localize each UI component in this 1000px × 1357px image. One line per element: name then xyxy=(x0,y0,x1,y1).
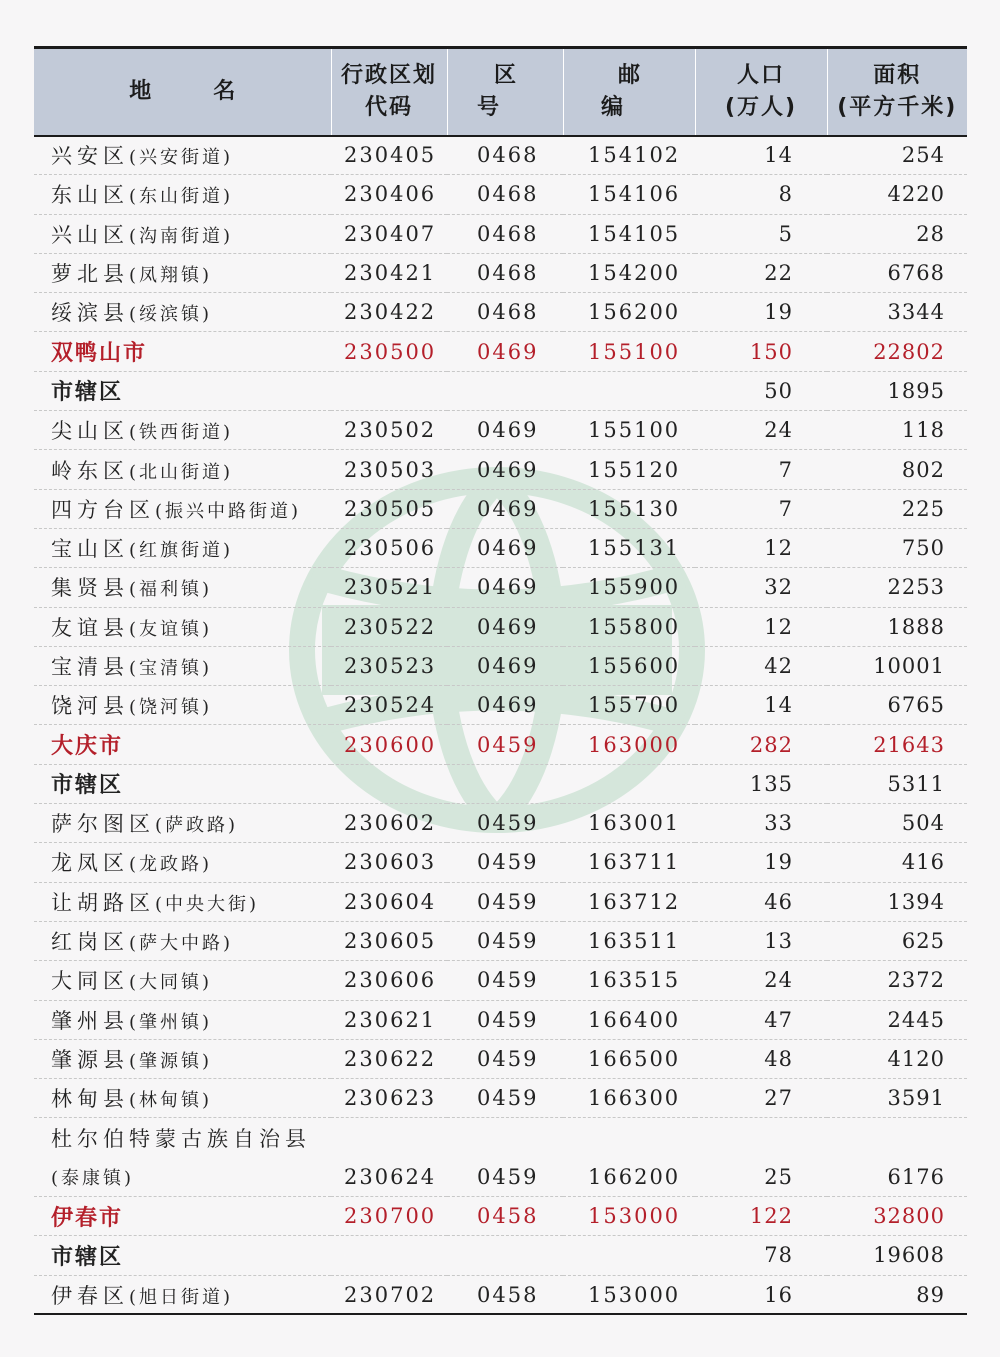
area-code-cell: 0459 xyxy=(447,1000,563,1039)
area-cell: 6176 xyxy=(827,1157,967,1196)
area-code-cell: 0459 xyxy=(447,843,563,882)
code-cell xyxy=(331,764,447,803)
postal-cell: 163511 xyxy=(563,921,695,960)
postal-cell: 155600 xyxy=(563,646,695,685)
place-name-cell xyxy=(34,450,331,489)
table-row xyxy=(34,568,967,607)
code-cell: 230421 xyxy=(331,253,447,292)
table-row xyxy=(34,686,967,725)
postal-cell: 155800 xyxy=(563,607,695,646)
table-header-row xyxy=(34,48,967,136)
place-name: 杜尔伯特蒙古族自治县 xyxy=(51,1126,311,1151)
pop-cell: 19 xyxy=(695,293,827,332)
area-cell: 10001 xyxy=(827,646,967,685)
area-code-cell: 0468 xyxy=(447,175,563,214)
place-name: 市辖区 xyxy=(51,1244,124,1270)
postal-cell: 163001 xyxy=(563,804,695,843)
place-name: 大庆市 xyxy=(51,734,124,760)
table-row xyxy=(34,843,967,882)
seat-name: (龙政路) xyxy=(129,854,213,876)
postal-cell xyxy=(563,1118,695,1157)
place-name: 兴安区 xyxy=(51,144,129,169)
header-area: 面积 (平方千米) xyxy=(827,48,967,136)
area-cell xyxy=(827,1118,967,1157)
place-name: 四方台区 xyxy=(51,497,155,522)
seat-name: (萨大中路) xyxy=(129,933,234,955)
place-name: 饶河县 xyxy=(51,694,129,719)
header-code: 行政区划 代码 xyxy=(331,48,447,136)
table-row xyxy=(34,411,967,450)
code-cell: 230624 xyxy=(331,1157,447,1196)
place-name-cell xyxy=(34,1079,331,1118)
area-cell: 2372 xyxy=(827,961,967,1000)
place-name-cell xyxy=(34,1039,331,1078)
area-cell: 19608 xyxy=(827,1236,967,1275)
area-cell: 1895 xyxy=(827,371,967,410)
pop-cell: 22 xyxy=(695,253,827,292)
place-name-cell xyxy=(34,371,331,410)
pop-cell: 25 xyxy=(695,1157,827,1196)
place-name: 绥滨县 xyxy=(51,301,129,326)
city-row xyxy=(34,1197,967,1236)
seat-name: (林甸镇) xyxy=(129,1090,213,1112)
area-cell: 5311 xyxy=(827,764,967,803)
area-code-cell: 0468 xyxy=(447,293,563,332)
seat-name: (东山街道) xyxy=(129,186,234,208)
postal-cell: 166200 xyxy=(563,1157,695,1196)
table-row xyxy=(34,214,967,253)
postal-cell: 155100 xyxy=(563,411,695,450)
area-cell: 1888 xyxy=(827,607,967,646)
code-cell: 230603 xyxy=(331,843,447,882)
place-name: 龙凤区 xyxy=(51,851,129,876)
seat-name: (福利镇) xyxy=(129,579,213,601)
area-cell: 89 xyxy=(827,1275,967,1314)
place-name-cell xyxy=(34,253,331,292)
place-name: 萨尔图区 xyxy=(51,812,155,837)
code-cell: 230605 xyxy=(331,921,447,960)
postal-cell: 166400 xyxy=(563,1000,695,1039)
table-row xyxy=(34,1157,967,1196)
place-name: 东山区 xyxy=(51,183,129,208)
area-code-cell: 0469 xyxy=(447,332,563,371)
code-cell: 230623 xyxy=(331,1079,447,1118)
place-name-cell xyxy=(34,293,331,332)
area-code-cell: 0469 xyxy=(447,646,563,685)
area-cell: 118 xyxy=(827,411,967,450)
area-code-cell: 0468 xyxy=(447,136,563,175)
pop-cell: 33 xyxy=(695,804,827,843)
pop-cell: 24 xyxy=(695,411,827,450)
seat-name: (铁西街道) xyxy=(129,422,234,444)
seat-name: (大同镇) xyxy=(129,972,213,994)
seat-name: (绥滨镇) xyxy=(129,304,213,326)
code-cell: 230622 xyxy=(331,1039,447,1078)
area-code-cell: 0468 xyxy=(447,214,563,253)
seat-name: (旭日街道) xyxy=(129,1286,234,1308)
area-code-cell: 0459 xyxy=(447,804,563,843)
pop-cell: 32 xyxy=(695,568,827,607)
area-code-cell: 0469 xyxy=(447,568,563,607)
place-name: 宝山区 xyxy=(51,537,129,562)
area-cell: 2445 xyxy=(827,1000,967,1039)
pop-cell: 122 xyxy=(695,1197,827,1236)
area-code-cell: 0469 xyxy=(447,528,563,567)
place-name: 友谊县 xyxy=(51,615,129,640)
header-postal: 邮编 xyxy=(563,48,695,136)
table-row xyxy=(34,175,967,214)
area-code-cell: 0459 xyxy=(447,882,563,921)
pop-cell: 24 xyxy=(695,961,827,1000)
pop-cell: 5 xyxy=(695,214,827,253)
subtotal-row xyxy=(34,1236,967,1275)
area-code-cell: 0458 xyxy=(447,1275,563,1314)
seat-name: (友谊镇) xyxy=(129,618,213,640)
seat-name: (肇源镇) xyxy=(129,1050,213,1072)
code-cell: 230702 xyxy=(331,1275,447,1314)
table-row xyxy=(34,1118,967,1157)
table-row xyxy=(34,489,967,528)
code-cell: 230506 xyxy=(331,528,447,567)
postal-cell: 156200 xyxy=(563,293,695,332)
table-row xyxy=(34,607,967,646)
seat-name: (沟南街道) xyxy=(129,225,234,247)
seat-name: (泰康镇) xyxy=(51,1167,135,1189)
place-name-cell xyxy=(34,1157,331,1196)
place-name-cell xyxy=(34,1236,331,1275)
area-code-cell: 0469 xyxy=(447,607,563,646)
place-name: 岭东区 xyxy=(51,458,129,483)
place-name: 萝北县 xyxy=(51,262,129,287)
postal-cell: 154106 xyxy=(563,175,695,214)
area-code-cell xyxy=(447,371,563,410)
table-row xyxy=(34,882,967,921)
code-cell xyxy=(331,1118,447,1157)
table-row xyxy=(34,646,967,685)
table-row xyxy=(34,136,967,175)
pop-cell: 12 xyxy=(695,607,827,646)
place-name: 红岗区 xyxy=(51,930,129,955)
postal-cell: 153000 xyxy=(563,1275,695,1314)
header-name: 地名 xyxy=(34,48,331,136)
place-name: 兴山区 xyxy=(51,222,129,247)
place-name: 伊春市 xyxy=(51,1205,124,1231)
area-cell: 22802 xyxy=(827,332,967,371)
area-code-cell: 0469 xyxy=(447,450,563,489)
seat-name: (萨政路) xyxy=(155,815,239,837)
postal-cell: 163711 xyxy=(563,843,695,882)
code-cell: 230406 xyxy=(331,175,447,214)
area-code-cell: 0459 xyxy=(447,725,563,764)
code-cell: 230422 xyxy=(331,293,447,332)
place-name-cell xyxy=(34,646,331,685)
code-cell: 230700 xyxy=(331,1197,447,1236)
postal-cell: 154102 xyxy=(563,136,695,175)
area-code-cell: 0469 xyxy=(447,686,563,725)
pop-cell: 12 xyxy=(695,528,827,567)
code-cell: 230524 xyxy=(331,686,447,725)
subtotal-row xyxy=(34,371,967,410)
postal-cell: 163515 xyxy=(563,961,695,1000)
area-code-cell: 0458 xyxy=(447,1197,563,1236)
pop-cell: 150 xyxy=(695,332,827,371)
place-name: 伊春区 xyxy=(51,1283,129,1308)
table-row xyxy=(34,1079,967,1118)
place-name-cell xyxy=(34,1118,331,1157)
postal-cell xyxy=(563,1236,695,1275)
header-population: 人口 (万人) xyxy=(695,48,827,136)
code-cell: 230621 xyxy=(331,1000,447,1039)
seat-name: (振兴中路街道) xyxy=(155,500,302,522)
pop-cell: 50 xyxy=(695,371,827,410)
pop-cell: 282 xyxy=(695,725,827,764)
area-cell: 1394 xyxy=(827,882,967,921)
table-row xyxy=(34,921,967,960)
pop-cell: 135 xyxy=(695,764,827,803)
place-name: 集贤县 xyxy=(51,576,129,601)
code-cell: 230405 xyxy=(331,136,447,175)
postal-cell: 154105 xyxy=(563,214,695,253)
area-code-cell xyxy=(447,1236,563,1275)
table-row xyxy=(34,1039,967,1078)
postal-cell: 163000 xyxy=(563,725,695,764)
pop-cell: 19 xyxy=(695,843,827,882)
seat-name: (红旗街道) xyxy=(129,540,234,562)
code-cell: 230602 xyxy=(331,804,447,843)
table-row xyxy=(34,804,967,843)
place-name-cell xyxy=(34,136,331,175)
area-cell: 3344 xyxy=(827,293,967,332)
table-row xyxy=(34,450,967,489)
code-cell: 230502 xyxy=(331,411,447,450)
area-cell: 6765 xyxy=(827,686,967,725)
pop-cell: 46 xyxy=(695,882,827,921)
seat-name: (中央大街) xyxy=(155,893,260,915)
place-name: 林甸县 xyxy=(51,1087,129,1112)
code-cell: 230521 xyxy=(331,568,447,607)
postal-cell: 166500 xyxy=(563,1039,695,1078)
area-cell: 3591 xyxy=(827,1079,967,1118)
place-name-cell xyxy=(34,764,331,803)
place-name-cell xyxy=(34,686,331,725)
pop-cell: 16 xyxy=(695,1275,827,1314)
place-name-cell xyxy=(34,921,331,960)
place-name: 双鸭山市 xyxy=(51,341,148,367)
subtotal-row xyxy=(34,764,967,803)
place-name-cell xyxy=(34,607,331,646)
area-cell: 225 xyxy=(827,489,967,528)
area-cell: 416 xyxy=(827,843,967,882)
area-code-cell xyxy=(447,764,563,803)
seat-name: (肇州镇) xyxy=(129,1011,213,1033)
seat-name: (饶河镇) xyxy=(129,697,213,719)
place-name-cell xyxy=(34,489,331,528)
place-name: 大同区 xyxy=(51,969,129,994)
place-name-cell xyxy=(34,1275,331,1314)
area-code-cell: 0459 xyxy=(447,1157,563,1196)
code-cell: 230606 xyxy=(331,961,447,1000)
pop-cell xyxy=(695,1118,827,1157)
area-cell: 21643 xyxy=(827,725,967,764)
place-name: 肇州县 xyxy=(51,1008,129,1033)
place-name-cell xyxy=(34,411,331,450)
code-cell: 230503 xyxy=(331,450,447,489)
place-name: 尖山区 xyxy=(51,419,129,444)
table-row xyxy=(34,528,967,567)
pop-cell: 48 xyxy=(695,1039,827,1078)
area-code-cell: 0459 xyxy=(447,1079,563,1118)
place-name-cell xyxy=(34,843,331,882)
seat-name: (兴安街道) xyxy=(129,147,234,169)
city-row xyxy=(34,725,967,764)
pop-cell: 42 xyxy=(695,646,827,685)
pop-cell: 14 xyxy=(695,136,827,175)
area-code-cell: 0459 xyxy=(447,921,563,960)
area-code-cell: 0469 xyxy=(447,489,563,528)
place-name: 肇源县 xyxy=(51,1047,129,1072)
table-row xyxy=(34,293,967,332)
code-cell xyxy=(331,371,447,410)
place-name-cell xyxy=(34,882,331,921)
city-row xyxy=(34,332,967,371)
pop-cell: 8 xyxy=(695,175,827,214)
pop-cell: 7 xyxy=(695,489,827,528)
place-name: 宝清县 xyxy=(51,655,129,679)
area-cell: 4120 xyxy=(827,1039,967,1078)
postal-cell: 155700 xyxy=(563,686,695,725)
area-cell: 6768 xyxy=(827,253,967,292)
seat-name: (宝清镇) xyxy=(129,658,213,679)
header-area-code: 区号 xyxy=(447,48,563,136)
code-cell: 230505 xyxy=(331,489,447,528)
table-row xyxy=(34,961,967,1000)
area-code-cell: 0459 xyxy=(447,1039,563,1078)
place-name-cell xyxy=(34,804,331,843)
area-code-cell: 0468 xyxy=(447,253,563,292)
postal-cell: 163712 xyxy=(563,882,695,921)
code-cell: 230600 xyxy=(331,725,447,764)
place-name-cell xyxy=(34,214,331,253)
area-cell: 504 xyxy=(827,804,967,843)
place-name-cell xyxy=(34,961,331,1000)
place-name-cell xyxy=(34,725,331,764)
table-row xyxy=(34,1275,967,1314)
postal-cell: 155900 xyxy=(563,568,695,607)
pop-cell: 27 xyxy=(695,1079,827,1118)
table-row xyxy=(34,253,967,292)
postal-cell: 155131 xyxy=(563,528,695,567)
area-cell: 28 xyxy=(827,214,967,253)
pop-cell: 7 xyxy=(695,450,827,489)
code-cell: 230407 xyxy=(331,214,447,253)
code-cell xyxy=(331,1236,447,1275)
pop-cell: 14 xyxy=(695,686,827,725)
area-cell: 625 xyxy=(827,921,967,960)
table-row xyxy=(34,1000,967,1039)
code-cell: 230522 xyxy=(331,607,447,646)
area-cell: 2253 xyxy=(827,568,967,607)
postal-cell: 154200 xyxy=(563,253,695,292)
pop-cell: 13 xyxy=(695,921,827,960)
postal-cell: 155130 xyxy=(563,489,695,528)
place-name-cell xyxy=(34,1197,331,1236)
area-cell: 32800 xyxy=(827,1197,967,1236)
place-name: 市辖区 xyxy=(51,773,124,799)
code-cell: 230500 xyxy=(331,332,447,371)
pop-cell: 47 xyxy=(695,1000,827,1039)
place-name: 让胡路区 xyxy=(51,890,155,915)
postal-cell: 155120 xyxy=(563,450,695,489)
seat-name: (凤翔镇) xyxy=(129,265,213,287)
admin-division-table xyxy=(34,46,967,1315)
postal-cell: 153000 xyxy=(563,1197,695,1236)
postal-cell xyxy=(563,764,695,803)
area-cell: 4220 xyxy=(827,175,967,214)
postal-cell xyxy=(563,371,695,410)
place-name-cell xyxy=(34,568,331,607)
place-name-cell xyxy=(34,1000,331,1039)
postal-cell: 166300 xyxy=(563,1079,695,1118)
postal-cell: 155100 xyxy=(563,332,695,371)
area-cell: 750 xyxy=(827,528,967,567)
place-name-cell xyxy=(34,175,331,214)
pop-cell: 78 xyxy=(695,1236,827,1275)
seat-name: (北山街道) xyxy=(129,461,234,483)
area-code-cell: 0469 xyxy=(447,411,563,450)
code-cell: 230604 xyxy=(331,882,447,921)
place-name-cell xyxy=(34,332,331,371)
code-cell: 230523 xyxy=(331,646,447,685)
area-cell: 802 xyxy=(827,450,967,489)
area-code-cell: 0459 xyxy=(447,961,563,1000)
area-code-cell xyxy=(447,1118,563,1157)
place-name: 市辖区 xyxy=(51,380,124,406)
area-cell: 254 xyxy=(827,136,967,175)
place-name-cell xyxy=(34,528,331,567)
